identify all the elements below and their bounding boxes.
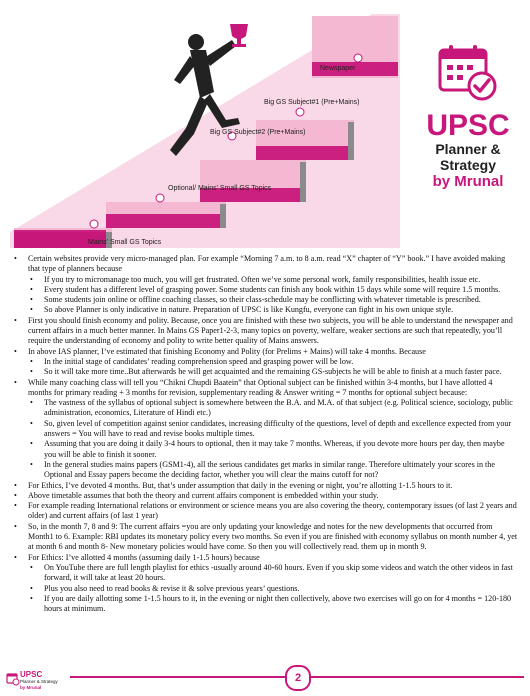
step-label-3: Big GS Subject#2 (Pre+Mains) [210, 129, 306, 136]
list-item: • Assuming that you are doing it daily 3-4 hours to optional, then it may take 7 months. Whereas, if you devote more hours per day, then maybe you will be able to finish it sooner. [14, 439, 518, 460]
list-item: • For example reading International relations or environment or science means you are also covering the theory, contemporary issues (of last 2 years and older) and current affairs (of last 1 year) [14, 501, 518, 522]
list-item: • In the initial stage of candidates’ reading comprehension speed and grasping power will be low. [14, 357, 518, 367]
list-item: • So, given level of competition against senior candidates, increasing difficulty of the questions, level of depth and excellence expected from your answers = You will have to read and revise books multiple times. [14, 419, 518, 440]
list-item: • So, in the month 7, 8 and 9: The current affairs =you are only updating your knowledge and notes for the new developments that occurred from Month1 to 6. Example: RBI updates its monetary policy every two months. So even if you are finished with economy syllabus on month number 4, yet at month 6 and month 8- New monetary policies would have come. So then you will collectively read. them up in month 9. [14, 522, 518, 553]
list-item: • Plus you also need to read books & revise it & solve previous years’ questions. [14, 584, 518, 594]
list-item: • In above IAS planner, I’ve estimated that finishing Economy and Polity (for Prelims + Mains) will take 4 months. Because [14, 347, 518, 357]
logo-title: UPSC [426, 109, 510, 142]
step-icon-2 [296, 108, 304, 116]
list-item: • Some students join online or offline coaching classes, so their class-schedule may be conflicting with whatever timetable is prescribed. [14, 295, 518, 305]
list-item: • So above Planner is only indicative in nature. Preparation of UPSC is like Kungfu, everyone can fight in his own unique style. [14, 305, 518, 315]
list-item: • For Ethics: I’ve allotted 4 months (assuming daily 1-1.5 hours) because [14, 553, 518, 563]
list-item: • Certain websites provide very micro-managed plan. For example “Morning 7 a.m. to 8 a.m. read “X” chapter of “Y” book.” I have avoided making that type of planners because [14, 254, 518, 275]
footer-logo-title: UPSC [20, 670, 43, 679]
footer-logo-byline: by Mrunal [20, 685, 42, 690]
step-label-5: Mains' Small GS Topics [88, 239, 162, 246]
footer-logo-subtitle: Planner & Strategy [20, 679, 58, 684]
step-label-1: Newspaper [320, 65, 356, 72]
list-item: • In the general studies mains papers (GSM1-4), all the serious candidates get marks in similar range. Therefore ultimately your scores in the Optional and Essay papers become the deciding factor, whether you will clear the mains cutoff for not? [14, 460, 518, 481]
calendar-check-icon [436, 40, 500, 102]
step-label-4: Optional/ Mains' Small GS Topics [168, 185, 272, 192]
step-label-2: Big GS Subject#1 (Pre+Mains) [264, 99, 360, 106]
list-item: • So it will take more time..But afterwards he will get acquainted and the remaining GS-subjects he will be able to finish at a much faster pace. [14, 367, 518, 377]
page-number: 2 [294, 672, 302, 684]
article-body [14, 254, 518, 614]
list-item: • If you are daily allotting some 1-1.5 hours to it, in the evening or night then collectively, above two exercises will go on for 4 months = 120-180 hours at minimum. [14, 594, 518, 615]
step-icon-5 [90, 220, 98, 228]
brand-logo [408, 40, 528, 240]
footer-calendar-icon [6, 672, 20, 686]
list-item: • On YouTube there are full length playlist for ethics -usually around 40-60 hours. Even if you skip some videos and watch the other videos in fast forward, it will take at least 20 hours. [14, 563, 518, 584]
step-icon-1 [354, 54, 362, 62]
logo-byline: by Mrunal [432, 173, 504, 190]
footer-logo [6, 668, 66, 694]
list-item: • If you try to micromanage too much, you will get frustrated. Often we’ve some personal work, family responsibilities, health issue etc. [14, 275, 518, 285]
list-item: • First you should finish economy and polity. Because, once you are finished with these two subjects, you will be able to understand the newspaper and current affairs in a much better manner. In Mains GS Paper1-2-3, many topics on poverty, welfare, weaker sections are such that repeatedly, you’ll require the understanding of economy and polity to write better quality of Mains answers. [14, 316, 518, 347]
list-item: • For Ethics, I’ve devoted 4 months. But, that’s under assumption that daily in the evening or night, you’re allotting 1-1.5 hours to it. [14, 481, 518, 491]
list-item: • While many coaching class will tell you “Chikni Chupdi Baatein” that Optional subject can be finished within 3-4 months, but I have allotted 4 months for primary reading + 3 months for revision, supplementary reading & Answer writing = 7 months for optional subject because: [14, 378, 518, 399]
list-item: • Above timetable assumes that both the theory and current affairs component is embedded within your study. [14, 491, 518, 501]
logo-subtitle-2: Strategy [439, 157, 497, 173]
step-icon-4 [156, 194, 164, 202]
list-item: • Every student has a different level of grasping power. Some students can finish any book within 15 days while some will require 1.5 months. [14, 285, 518, 295]
logo-subtitle-1: Planner & [435, 141, 501, 157]
bullet-list [14, 254, 518, 614]
list-item: • The vastness of the syllabus of optional subject is somewhere between the B.A. and M.A. of that subject (e.g. Political science, sociology, public administration, economics, Literature of Hindi etc.) [14, 398, 518, 419]
